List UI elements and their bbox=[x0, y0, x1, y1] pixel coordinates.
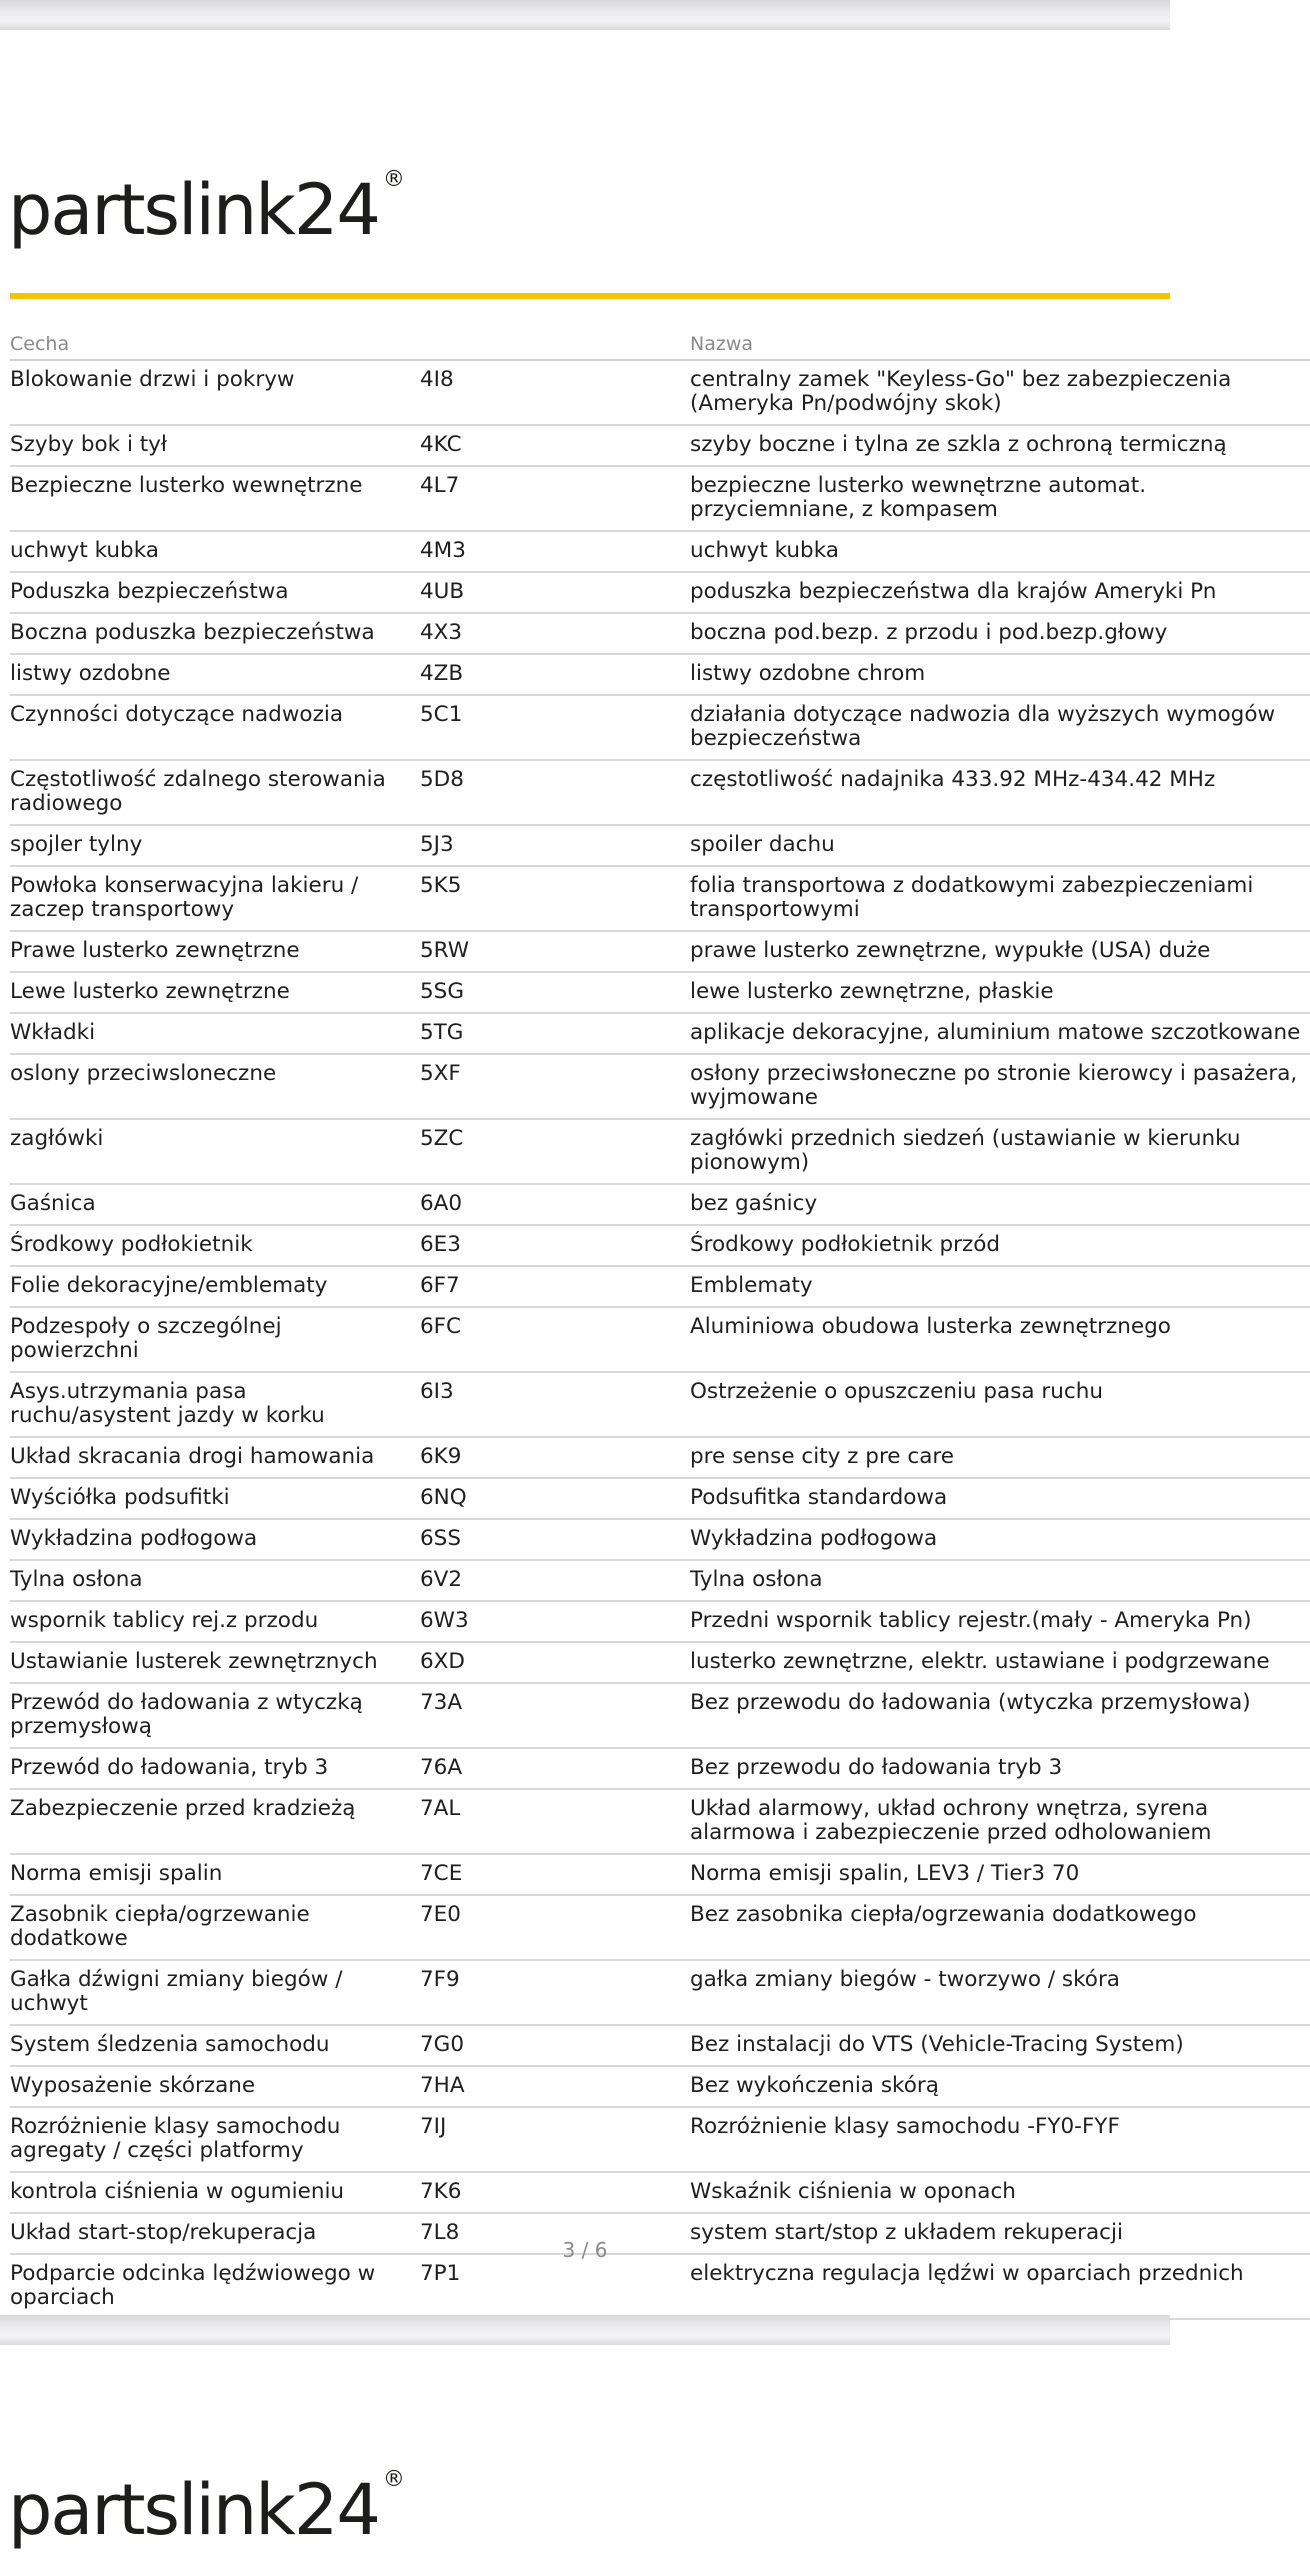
cell-name: Aluminiowa obudowa lusterka zewnętrznego bbox=[690, 1307, 1310, 1372]
cell-code: 4UB bbox=[420, 572, 690, 613]
table-row bbox=[10, 972, 1310, 1013]
cell-feature: Ustawianie lusterek zewnętrznych bbox=[10, 1642, 420, 1683]
cell-feature: oslony przeciwsloneczne bbox=[10, 1054, 420, 1119]
cell-name: Przedni wspornik tablicy rejestr.(mały - Ameryka Pn) bbox=[690, 1601, 1310, 1642]
table-row bbox=[10, 1437, 1310, 1478]
header-feature: Cecha bbox=[10, 325, 420, 360]
table-row bbox=[10, 425, 1310, 466]
cell-feature: Przewód do ładowania z wtyczką przemysłową bbox=[10, 1683, 420, 1748]
header-code bbox=[420, 325, 690, 360]
table-row bbox=[10, 1960, 1310, 2025]
cell-code: 6FC bbox=[420, 1307, 690, 1372]
table-row bbox=[10, 1748, 1310, 1789]
cell-code: 5K5 bbox=[420, 866, 690, 931]
cell-name: Ostrzeżenie o opuszczeniu pasa ruchu bbox=[690, 1372, 1310, 1437]
cell-name: lewe lusterko zewnętrzne, płaskie bbox=[690, 972, 1310, 1013]
cell-code: 7CE bbox=[420, 1854, 690, 1895]
table-row bbox=[10, 1789, 1310, 1854]
table-row bbox=[10, 1266, 1310, 1307]
cell-code: 6E3 bbox=[420, 1225, 690, 1266]
table-row bbox=[10, 1225, 1310, 1266]
cell-name: spoiler dachu bbox=[690, 825, 1310, 866]
cell-feature: Poduszka bezpieczeństwa bbox=[10, 572, 420, 613]
cell-code: 7E0 bbox=[420, 1895, 690, 1960]
cell-name: Emblematy bbox=[690, 1266, 1310, 1307]
cell-code: 6XD bbox=[420, 1642, 690, 1683]
table-row bbox=[10, 1519, 1310, 1560]
cell-code: 7P1 bbox=[420, 2254, 690, 2319]
cell-code: 76A bbox=[420, 1748, 690, 1789]
cell-code: 4ZB bbox=[420, 654, 690, 695]
table-row bbox=[10, 2254, 1310, 2319]
cell-code: 5RW bbox=[420, 931, 690, 972]
cell-feature: Asys.utrzymania pasa ruchu/asystent jazdy w korku bbox=[10, 1372, 420, 1437]
table-row bbox=[10, 360, 1310, 425]
table-row bbox=[10, 531, 1310, 572]
cell-feature: System śledzenia samochodu bbox=[10, 2025, 420, 2066]
cell-feature: Tylna osłona bbox=[10, 1560, 420, 1601]
cell-feature: wspornik tablicy rej.z przodu bbox=[10, 1601, 420, 1642]
table-row bbox=[10, 2107, 1310, 2172]
logo-registered-mark: ® bbox=[382, 167, 405, 192]
cell-name: Bez przewodu do ładowania tryb 3 bbox=[690, 1748, 1310, 1789]
cell-name: prawe lusterko zewnętrzne, wypukłe (USA) duże bbox=[690, 931, 1310, 972]
table-row bbox=[10, 2172, 1310, 2213]
cell-name: bezpieczne lusterko wewnętrzne automat. przyciemniane, z kompasem bbox=[690, 466, 1310, 531]
cell-code: 5XF bbox=[420, 1054, 690, 1119]
cell-feature: Gaśnica bbox=[10, 1184, 420, 1225]
logo-wordmark: partslink24 bbox=[8, 169, 379, 251]
cell-feature: Powłoka konserwacyjna lakieru / zaczep transportowy bbox=[10, 866, 420, 931]
cell-name: osłony przeciwsłoneczne po stronie kierowcy i pasażera, wyjmowane bbox=[690, 1054, 1310, 1119]
cell-name: Bez wykończenia skórą bbox=[690, 2066, 1310, 2107]
cell-name: aplikacje dekoracyjne, aluminium matowe szczotkowane bbox=[690, 1013, 1310, 1054]
cell-code: 7G0 bbox=[420, 2025, 690, 2066]
cell-code: 5SG bbox=[420, 972, 690, 1013]
cell-code: 4X3 bbox=[420, 613, 690, 654]
cell-feature: Układ start-stop/rekuperacja bbox=[10, 2213, 420, 2254]
cell-feature: Wykładzina podłogowa bbox=[10, 1519, 420, 1560]
cell-feature: Częstotliwość zdalnego sterowania radiowego bbox=[10, 760, 420, 825]
cell-code: 7AL bbox=[420, 1789, 690, 1854]
table-row bbox=[10, 1307, 1310, 1372]
table-row bbox=[10, 866, 1310, 931]
cell-code: 5J3 bbox=[420, 825, 690, 866]
cell-name: centralny zamek "Keyless-Go" bez zabezpieczenia (Ameryka Pn/podwójny skok) bbox=[690, 360, 1310, 425]
cell-feature: Bezpieczne lusterko wewnętrzne bbox=[10, 466, 420, 531]
cell-feature: Czynności dotyczące nadwozia bbox=[10, 695, 420, 760]
cell-code: 73A bbox=[420, 1683, 690, 1748]
cell-feature: Podparcie odcinka lędźwiowego w oparciach bbox=[10, 2254, 420, 2319]
table-row bbox=[10, 1478, 1310, 1519]
table-header-row bbox=[10, 325, 1310, 360]
cell-name: Bez instalacji do VTS (Vehicle-Tracing System) bbox=[690, 2025, 1310, 2066]
cell-feature: Podzespoły o szczególnej powierzchni bbox=[10, 1307, 420, 1372]
document-page bbox=[0, 30, 1301, 2315]
cell-code: 7L8 bbox=[420, 2213, 690, 2254]
cell-name: bez gaśnicy bbox=[690, 1184, 1310, 1225]
cell-feature: listwy ozdobne bbox=[10, 654, 420, 695]
partslink24-logo-next bbox=[8, 2465, 405, 2555]
cell-name: Wykładzina podłogowa bbox=[690, 1519, 1310, 1560]
cell-feature: spojler tylny bbox=[10, 825, 420, 866]
cell-feature: Środkowy podłokietnik bbox=[10, 1225, 420, 1266]
cell-feature: Zabezpieczenie przed kradzieżą bbox=[10, 1789, 420, 1854]
cell-code: 5D8 bbox=[420, 760, 690, 825]
table-row bbox=[10, 760, 1310, 825]
page-number: 3 / 6 bbox=[562, 2238, 608, 2262]
cell-code: 6F7 bbox=[420, 1266, 690, 1307]
cell-code: 5C1 bbox=[420, 695, 690, 760]
table-row bbox=[10, 931, 1310, 972]
cell-name: zagłówki przednich siedzeń (ustawianie w kierunku pionowym) bbox=[690, 1119, 1310, 1184]
logo-registered-mark-next: ® bbox=[382, 2467, 405, 2492]
cell-feature: Gałka dźwigni zmiany biegów / uchwyt bbox=[10, 1960, 420, 2025]
table-row bbox=[10, 1184, 1310, 1225]
cell-name: lusterko zewnętrzne, elektr. ustawiane i podgrzewane bbox=[690, 1642, 1310, 1683]
cell-name: Układ alarmowy, układ ochrony wnętrza, syrena alarmowa i zabezpieczenie przed odholowaniem bbox=[690, 1789, 1310, 1854]
cell-name: poduszka bezpieczeństwa dla krajów Ameryki Pn bbox=[690, 572, 1310, 613]
cell-code: 7IJ bbox=[420, 2107, 690, 2172]
table-row bbox=[10, 2025, 1310, 2066]
table-row bbox=[10, 1560, 1310, 1601]
cell-name: Bez przewodu do ładowania (wtyczka przemysłowa) bbox=[690, 1683, 1310, 1748]
cell-code: 7K6 bbox=[420, 2172, 690, 2213]
table-row bbox=[10, 1054, 1310, 1119]
page-separator-top bbox=[0, 0, 1170, 30]
table-row bbox=[10, 1601, 1310, 1642]
cell-feature: Zasobnik ciepła/ogrzewanie dodatkowe bbox=[10, 1895, 420, 1960]
cell-feature: Układ skracania drogi hamowania bbox=[10, 1437, 420, 1478]
cell-name: folia transportowa z dodatkowymi zabezpieczeniami transportowymi bbox=[690, 866, 1310, 931]
cell-code: 6W3 bbox=[420, 1601, 690, 1642]
table-row bbox=[10, 1683, 1310, 1748]
cell-code: 4L7 bbox=[420, 466, 690, 531]
cell-code: 4M3 bbox=[420, 531, 690, 572]
cell-code: 4I8 bbox=[420, 360, 690, 425]
cell-code: 5ZC bbox=[420, 1119, 690, 1184]
cell-name: listwy ozdobne chrom bbox=[690, 654, 1310, 695]
table-row bbox=[10, 825, 1310, 866]
cell-name: Rozróżnienie klasy samochodu -FY0-FYF bbox=[690, 2107, 1310, 2172]
page-separator-bottom bbox=[0, 2315, 1170, 2345]
table-row bbox=[10, 613, 1310, 654]
cell-code: 7F9 bbox=[420, 1960, 690, 2025]
cell-code: 7HA bbox=[420, 2066, 690, 2107]
table-row bbox=[10, 1119, 1310, 1184]
header-name: Nazwa bbox=[690, 325, 1310, 360]
cell-name: częstotliwość nadajnika 433.92 MHz-434.42 MHz bbox=[690, 760, 1310, 825]
cell-feature: Rozróżnienie klasy samochodu agregaty / części platformy bbox=[10, 2107, 420, 2172]
cell-feature: Szyby bok i tył bbox=[10, 425, 420, 466]
cell-feature: Blokowanie drzwi i pokryw bbox=[10, 360, 420, 425]
cell-code: 5TG bbox=[420, 1013, 690, 1054]
table-row bbox=[10, 466, 1310, 531]
cell-feature: Wyściółka podsufitki bbox=[10, 1478, 420, 1519]
table-row bbox=[10, 1854, 1310, 1895]
cell-feature: Wkładki bbox=[10, 1013, 420, 1054]
cell-feature: uchwyt kubka bbox=[10, 531, 420, 572]
cell-name: gałka zmiany biegów - tworzywo / skóra bbox=[690, 1960, 1310, 2025]
cell-code: 6V2 bbox=[420, 1560, 690, 1601]
cell-feature: Lewe lusterko zewnętrzne bbox=[10, 972, 420, 1013]
cell-feature: zagłówki bbox=[10, 1119, 420, 1184]
table-row bbox=[10, 1013, 1310, 1054]
cell-code: 4KC bbox=[420, 425, 690, 466]
cell-name: Środkowy podłokietnik przód bbox=[690, 1225, 1310, 1266]
cell-name: Norma emisji spalin, LEV3 / Tier3 70 bbox=[690, 1854, 1310, 1895]
table-row bbox=[10, 572, 1310, 613]
cell-name: elektryczna regulacja lędźwi w oparciach przednich bbox=[690, 2254, 1310, 2319]
cell-feature: Folie dekoracyjne/emblematy bbox=[10, 1266, 420, 1307]
cell-code: 6NQ bbox=[420, 1478, 690, 1519]
cell-feature: Przewód do ładowania, tryb 3 bbox=[10, 1748, 420, 1789]
cell-name: boczna pod.bezp. z przodu i pod.bezp.głowy bbox=[690, 613, 1310, 654]
table-row bbox=[10, 1372, 1310, 1437]
partslink24-logo bbox=[8, 165, 405, 255]
cell-code: 6K9 bbox=[420, 1437, 690, 1478]
next-document-page bbox=[0, 2345, 1170, 2551]
table-row bbox=[10, 2066, 1310, 2107]
cell-code: 6I3 bbox=[420, 1372, 690, 1437]
table-row bbox=[10, 1895, 1310, 1960]
cell-name: szyby boczne i tylna ze szkla z ochroną termiczną bbox=[690, 425, 1310, 466]
cell-feature: kontrola ciśnienia w ogumieniu bbox=[10, 2172, 420, 2213]
cell-name: Tylna osłona bbox=[690, 1560, 1310, 1601]
cell-feature: Wyposażenie skórzane bbox=[10, 2066, 420, 2107]
cell-name: Bez zasobnika ciepła/ogrzewania dodatkowego bbox=[690, 1895, 1310, 1960]
logo-wordmark-next: partslink24 bbox=[8, 2469, 379, 2551]
equipment-table bbox=[10, 325, 1310, 2320]
cell-name: Podsufitka standardowa bbox=[690, 1478, 1310, 1519]
table-row bbox=[10, 654, 1310, 695]
cell-code: 6SS bbox=[420, 1519, 690, 1560]
cell-name: system start/stop z układem rekuperacji bbox=[690, 2213, 1310, 2254]
cell-name: pre sense city z pre care bbox=[690, 1437, 1310, 1478]
table-row bbox=[10, 695, 1310, 760]
cell-name: uchwyt kubka bbox=[690, 531, 1310, 572]
cell-name: działania dotyczące nadwozia dla wyższych wymogów bezpieczeństwa bbox=[690, 695, 1310, 760]
cell-feature: Norma emisji spalin bbox=[10, 1854, 420, 1895]
cell-code: 6A0 bbox=[420, 1184, 690, 1225]
table-row bbox=[10, 1642, 1310, 1683]
cell-name: Wskaźnik ciśnienia w oponach bbox=[690, 2172, 1310, 2213]
header-rule bbox=[10, 293, 1170, 299]
cell-feature: Prawe lusterko zewnętrzne bbox=[10, 931, 420, 972]
cell-feature: Boczna poduszka bezpieczeństwa bbox=[10, 613, 420, 654]
